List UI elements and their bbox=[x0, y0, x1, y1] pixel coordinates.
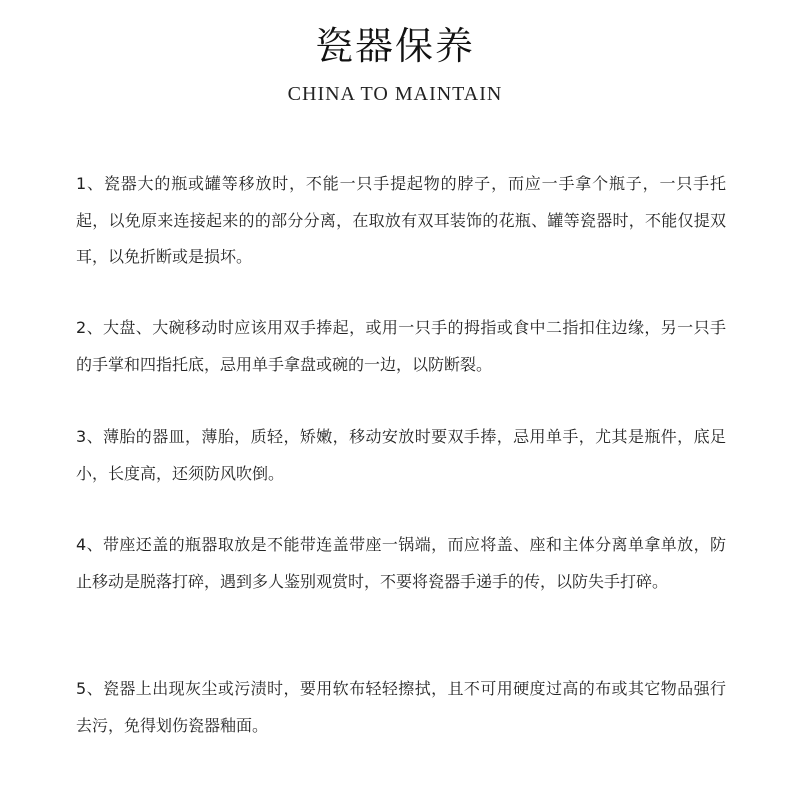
care-tip-4: 4、带座还盖的瓶器取放是不能带连盖带座一锅端，而应将盖、座和主体分离单拿单放，防止移动是脱落打碎，遇到多人鉴别观赏时，不要将瓷器手递手的传，以防失手打碎。 bbox=[76, 535, 726, 591]
page-title: 瓷器保养 bbox=[314, 24, 475, 68]
care-tip-3: 3、薄胎的器皿，薄胎，质轻，矫嫩，移动安放时要双手捧，忌用单手，尤其是瓶件，底足小，长度高，还须防风吹倒。 bbox=[76, 427, 726, 483]
care-tip-2: 2、大盘、大碗移动时应该用双手捧起，或用一只手的拇指或食中二指扣住边缘，另一只手的手掌和四指托底，忌用单手拿盘或碗的一边，以防断裂。 bbox=[76, 318, 726, 374]
care-tip-5: 5、瓷器上出现灰尘或污渍时，要用软布轻轻擦拭，且不可用硬度过高的布或其它物品强行去污，免得划伤瓷器釉面。 bbox=[76, 679, 726, 735]
care-tip-1: 1、瓷器大的瓶或罐等移放时，不能一只手提起物的脖子，而应一手拿个瓶子，一只手托起，以免原来连接起来的的部分分离，在取放有双耳装饰的花瓶、罐等瓷器时，不能仅提双耳，以免折断或是损坏。 bbox=[76, 174, 726, 266]
page-subtitle: CHINA TO MAINTAIN bbox=[287, 83, 503, 105]
